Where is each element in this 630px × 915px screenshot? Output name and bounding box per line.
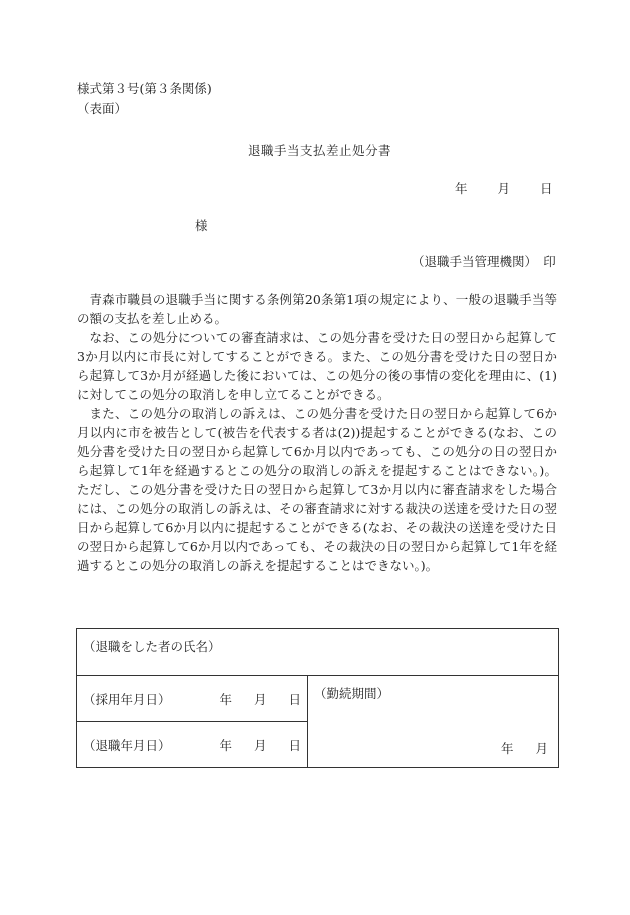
document-title: 退職手当支払差止処分書 <box>248 143 392 158</box>
retire-year: 年 <box>219 737 232 753</box>
date-line <box>455 179 552 197</box>
hire-date-cell[interactable] <box>77 676 308 722</box>
tenure-label: （勤続期間） <box>314 686 390 701</box>
retire-day: 日 <box>288 737 301 753</box>
body-paragraph-2: なお、この処分についての審査請求は、この処分書を受けた日の翌日から起算して3か月以内に市長に対してすることができる。また、この処分書を受けた日の翌日から起算して3か月が経過した後においては、この処分の後の事情の変化を理由に、(1)に対してこの処分の取消しを申し立てることができる。 <box>77 330 557 402</box>
form-number: 様式第３号(第３条関係) <box>77 81 212 96</box>
name-cell[interactable] <box>77 629 559 676</box>
retire-date-label: （退職年月日） <box>83 737 171 753</box>
tenure-units <box>501 739 548 757</box>
body-paragraph-1: 青森市職員の退職手当に関する条例第20条第1項の規定により、一般の退職手当等の額の支払を差し止める。 <box>77 292 557 326</box>
hire-year: 年 <box>219 691 232 707</box>
side-label: （表面） <box>77 101 128 116</box>
body-text <box>77 290 557 575</box>
retire-date-cell[interactable] <box>77 722 308 768</box>
tenure-month: 月 <box>535 741 549 756</box>
hire-date-label: （採用年月日） <box>83 691 171 707</box>
hire-month: 月 <box>253 691 267 707</box>
body-paragraph-3: また、この処分の取消しの訴えは、この処分書を受けた日の翌日から起算して6か月以内に市を被告として(被告を代表する者は(2))提起することができる(なお、この処分書を受けた日の翌日から起算して6か月以内であっても、この処分の日の翌日から起算して1年を経過するとこの処分の取消しの訴えを提起することはできない。)。ただし、この処分書を受けた日の翌日から起算して3か月以内に審査請求をした場合には、この処分の取消しの訴えは、その審査請求に対する裁決の送達を受けた日の翌日から起算して6か月以内に提起することができる(なお、その裁決の送達を受けた日の翌日から起算して6か月以内であっても、その裁決の日の翌日から起算して1年を経過するとこの処分の取消しの訴えを提起することはできない。)。 <box>77 406 557 573</box>
addressee-suffix: 様 <box>195 218 208 233</box>
date-day: 日 <box>539 181 553 196</box>
retiree-info-table <box>76 628 559 768</box>
tenure-year: 年 <box>500 741 514 756</box>
name-label: （退職をした者の氏名） <box>83 639 221 654</box>
date-year: 年 <box>455 181 468 196</box>
hire-day: 日 <box>288 691 301 707</box>
tenure-cell[interactable] <box>308 676 559 768</box>
date-month: 月 <box>497 181 510 196</box>
retire-month: 月 <box>253 737 267 753</box>
issuer-seal: （退職手当管理機関） 印 <box>412 254 556 269</box>
